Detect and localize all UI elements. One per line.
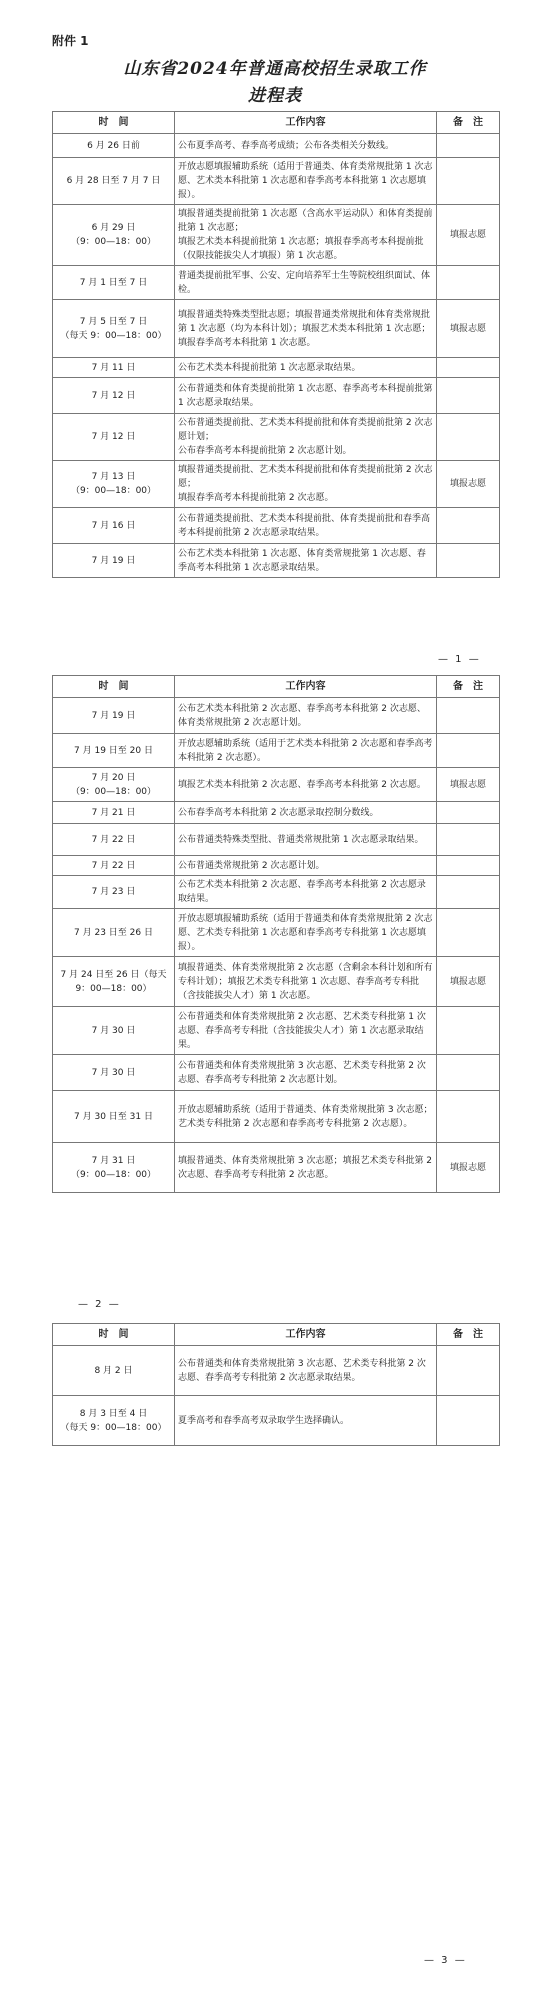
table-row — [53, 461, 500, 508]
table-header-row — [53, 676, 500, 698]
row-content: 开放志愿辅助系统（适用于普通类、体育类常规批第 3 次志愿；艺术类专科批第 2 次志愿和春季高考专科批第 2 次志愿）。 — [175, 1091, 437, 1143]
table-row — [53, 824, 500, 856]
schedule-table-page-1 — [52, 111, 500, 578]
row-note — [437, 414, 500, 461]
row-note: 填报志愿 — [437, 957, 500, 1007]
row-time: 8 月 2 日 — [53, 1346, 175, 1396]
row-time: 7 月 21 日 — [53, 802, 175, 824]
row-content: 公布普通类和体育类提前批第 1 次志愿、春季高考本科提前批第 1 次志愿录取结果。 — [175, 378, 437, 414]
row-content: 公布普通类提前批、艺术类本科提前批、体育类提前批和春季高考本科提前批第 2 次志愿录取结果。 — [175, 508, 437, 544]
row-content: 公布艺术类本科批第 1 次志愿、体育类常规批第 1 次志愿、春季高考本科批第 1 次志愿录取结果。 — [175, 544, 437, 578]
header-time: 时 间 — [53, 1324, 175, 1346]
table-row — [53, 876, 500, 909]
row-time: 7 月 12 日 — [53, 414, 175, 461]
header-content: 工作内容 — [175, 1324, 437, 1346]
row-content: 公布艺术类本科批第 2 次志愿、春季高考本科批第 2 次志愿、体育类常规批第 2 次志愿计划。 — [175, 698, 437, 734]
row-note — [437, 378, 500, 414]
row-note — [437, 1055, 500, 1091]
row-content: 填报普通类特殊类型批志愿；填报普通类常规批和体育类常规批第 1 次志愿（均为本科计划）；填报艺术类本科批第 1 次志愿；填报春季高考本科批第 1 次志愿。 — [175, 300, 437, 358]
table-row — [53, 378, 500, 414]
row-content: 公布普通类特殊类型批、普通类常规批第 1 次志愿录取结果。 — [175, 824, 437, 856]
row-time: 7 月 5 日至 7 日 （每天 9：00—18：00） — [53, 300, 175, 358]
row-note — [437, 544, 500, 578]
row-note — [437, 909, 500, 957]
row-note — [437, 698, 500, 734]
row-note: 填报志愿 — [437, 205, 500, 266]
row-content: 公布春季高考本科批第 2 次志愿录取控制分数线。 — [175, 802, 437, 824]
header-note: 备 注 — [437, 1324, 500, 1346]
page-number-1: — 1 — — [438, 654, 481, 665]
row-content: 普通类提前批军事、公安、定向培养军士生等院校组织面试、体检。 — [175, 266, 437, 300]
row-content: 公布艺术类本科提前批第 1 次志愿录取结果。 — [175, 358, 437, 378]
table-row — [53, 1055, 500, 1091]
table-row — [53, 957, 500, 1007]
row-content: 填报艺术类本科批第 2 次志愿、春季高考本科批第 2 次志愿。 — [175, 768, 437, 802]
header-note: 备 注 — [437, 676, 500, 698]
table-row — [53, 414, 500, 461]
table-row — [53, 1143, 500, 1193]
table-row — [53, 1396, 500, 1446]
header-time: 时 间 — [53, 676, 175, 698]
row-time: 7 月 16 日 — [53, 508, 175, 544]
row-note — [437, 734, 500, 768]
table-row — [53, 1007, 500, 1055]
row-time: 7 月 13 日 （9：00—18：00） — [53, 461, 175, 508]
row-time: 7 月 30 日至 31 日 — [53, 1091, 175, 1143]
row-note — [437, 856, 500, 876]
table-row — [53, 802, 500, 824]
row-time: 6 月 26 日前 — [53, 134, 175, 158]
table-row — [53, 544, 500, 578]
table-row — [53, 358, 500, 378]
row-time: 7 月 11 日 — [53, 358, 175, 378]
row-note: 填报志愿 — [437, 461, 500, 508]
row-note — [437, 358, 500, 378]
row-time: 7 月 19 日至 20 日 — [53, 734, 175, 768]
row-content: 公布普通类和体育类常规批第 3 次志愿、艺术类专科批第 2 次志愿、春季高考专科批第 2 次志愿录取结果。 — [175, 1346, 437, 1396]
page-number-3: — 3 — — [424, 1955, 467, 1966]
schedule-table-page-3 — [52, 1323, 500, 1446]
table-row — [53, 134, 500, 158]
row-time: 7 月 19 日 — [53, 698, 175, 734]
table-row — [53, 1091, 500, 1143]
table-header-row — [53, 112, 500, 134]
row-time: 7 月 30 日 — [53, 1055, 175, 1091]
row-time: 7 月 19 日 — [53, 544, 175, 578]
table-row — [53, 508, 500, 544]
row-note: 填报志愿 — [437, 1143, 500, 1193]
header-content: 工作内容 — [175, 112, 437, 134]
row-note — [437, 1091, 500, 1143]
table-header-row — [53, 1324, 500, 1346]
schedule-table-page-2 — [52, 675, 500, 1193]
header-content: 工作内容 — [175, 676, 437, 698]
row-content: 公布艺术类本科批第 2 次志愿、春季高考本科批第 2 次志愿录取结果。 — [175, 876, 437, 909]
row-note — [437, 876, 500, 909]
table-row — [53, 734, 500, 768]
row-note — [437, 1007, 500, 1055]
row-content: 公布普通类和体育类常规批第 3 次志愿、艺术类专科批第 2 次志愿、春季高考专科批第 2 次志愿计划。 — [175, 1055, 437, 1091]
row-time: 7 月 23 日至 26 日 — [53, 909, 175, 957]
table-row — [53, 856, 500, 876]
row-note — [437, 266, 500, 300]
row-note — [437, 508, 500, 544]
row-content: 开放志愿填报辅助系统（适用于普通类、体育类常规批第 1 次志愿、艺术类本科批第 1 次志愿和春季高考本科批第 1 次志愿填报）。 — [175, 158, 437, 205]
document-subtitle: 进程表 — [248, 86, 302, 106]
row-time: 7 月 1 日至 7 日 — [53, 266, 175, 300]
table-row — [53, 909, 500, 957]
row-note — [437, 802, 500, 824]
row-time: 7 月 24 日至 26 日（每天 9：00—18：00） — [53, 957, 175, 1007]
document-title: 山东省2024年普通高校招生录取工作 — [123, 59, 427, 79]
table-row — [53, 300, 500, 358]
row-time: 7 月 20 日 （9：00—18：00） — [53, 768, 175, 802]
row-note — [437, 824, 500, 856]
row-time: 7 月 23 日 — [53, 876, 175, 909]
table-row — [53, 266, 500, 300]
row-time: 6 月 28 日至 7 月 7 日 — [53, 158, 175, 205]
row-time: 8 月 3 日至 4 日 （每天 9：00—18：00） — [53, 1396, 175, 1446]
table-row — [53, 768, 500, 802]
row-content: 公布夏季高考、春季高考成绩；公布各类相关分数线。 — [175, 134, 437, 158]
row-content: 填报普通类、体育类常规批第 2 次志愿（含剩余本科计划和所有专科计划）；填报艺术类专科批第 1 次志愿、春季高考专科批（含技能拔尖人才）第 1 次志愿。 — [175, 957, 437, 1007]
row-content: 填报普通类、体育类常规批第 3 次志愿；填报艺术类专科批第 2 次志愿、春季高考专科批第 2 次志愿。 — [175, 1143, 437, 1193]
row-content: 填报普通类提前批、艺术类本科提前批和体育类提前批第 2 次志愿； 填报春季高考本科提前批第 2 次志愿。 — [175, 461, 437, 508]
row-time: 7 月 30 日 — [53, 1007, 175, 1055]
row-content: 开放志愿辅助系统（适用于艺术类本科批第 2 次志愿和春季高考本科批第 2 次志愿）。 — [175, 734, 437, 768]
row-time: 6 月 29 日 （9：00—18：00） — [53, 205, 175, 266]
row-note: 填报志愿 — [437, 300, 500, 358]
row-note — [437, 1346, 500, 1396]
row-time: 7 月 22 日 — [53, 824, 175, 856]
row-content: 公布普通类和体育类常规批第 2 次志愿、艺术类专科批第 1 次志愿、春季高考专科批（含技能拔尖人才）第 1 次志愿录取结果。 — [175, 1007, 437, 1055]
row-content: 填报普通类提前批第 1 次志愿（含高水平运动队）和体育类提前批第 1 次志愿； 填报艺术类本科提前批第 1 次志愿；填报春季高考本科提前批（仅限技能拔尖人才填报）第 1 次志愿。 — [175, 205, 437, 266]
row-note — [437, 1396, 500, 1446]
row-note: 填报志愿 — [437, 768, 500, 802]
row-content: 夏季高考和春季高考双录取学生选择确认。 — [175, 1396, 437, 1446]
table-row — [53, 205, 500, 266]
row-note — [437, 134, 500, 158]
header-note: 备 注 — [437, 112, 500, 134]
page-number-2: — 2 — — [78, 1299, 121, 1310]
row-content: 开放志愿填报辅助系统（适用于普通类和体育类常规批第 2 次志愿、艺术类专科批第 1 次志愿和春季高考专科批第 1 次志愿填报）。 — [175, 909, 437, 957]
table-row — [53, 698, 500, 734]
header-time: 时 间 — [53, 112, 175, 134]
attachment-label: 附件 1 — [52, 34, 89, 48]
table-row — [53, 1346, 500, 1396]
row-time: 7 月 22 日 — [53, 856, 175, 876]
row-time: 7 月 12 日 — [53, 378, 175, 414]
table-row — [53, 158, 500, 205]
row-note — [437, 158, 500, 205]
row-content: 公布普通类提前批、艺术类本科提前批和体育类提前批第 2 次志愿计划； 公布春季高考本科提前批第 2 次志愿计划。 — [175, 414, 437, 461]
row-time: 7 月 31 日 （9：00—18：00） — [53, 1143, 175, 1193]
row-content: 公布普通类常规批第 2 次志愿计划。 — [175, 856, 437, 876]
